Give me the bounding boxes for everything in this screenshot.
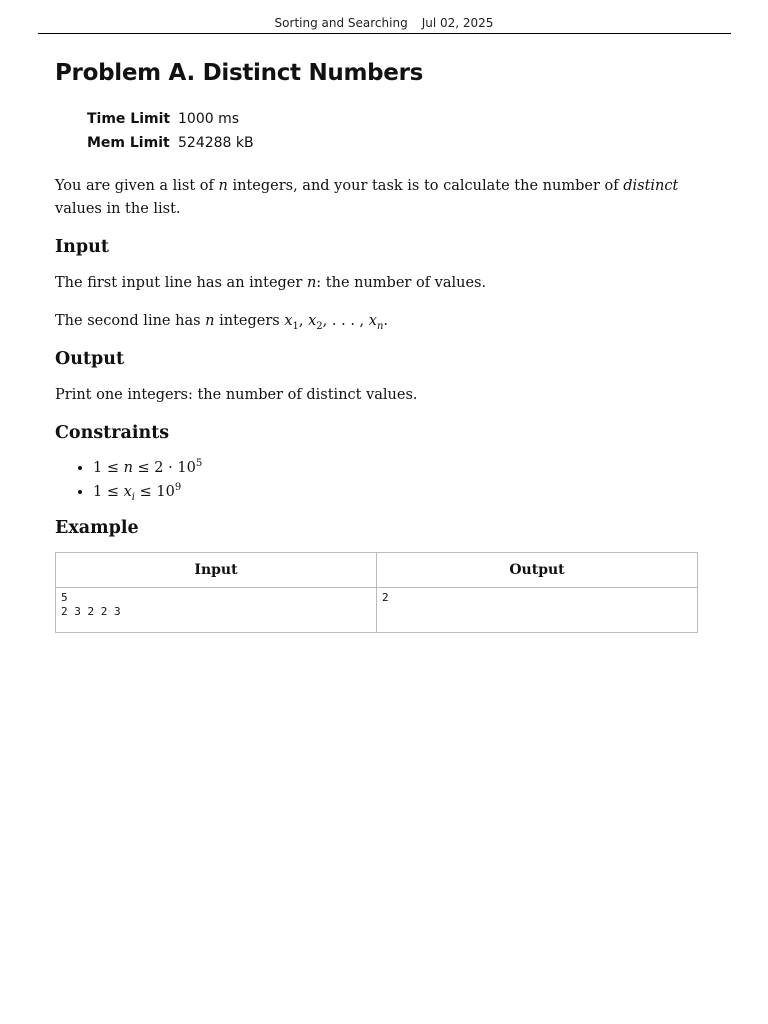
- example-row: [56, 588, 698, 633]
- example-input: 5 2 3 2 2 3: [56, 588, 377, 633]
- example-output: 2: [377, 588, 698, 633]
- input-heading: Input: [55, 237, 109, 257]
- var-n: n: [218, 178, 228, 194]
- problem-statement: You are given a list of n integers, and your task is to calculate the number of distinct values in the list.: [55, 178, 679, 217]
- example-table: [55, 552, 698, 633]
- output-column-header: Output: [377, 553, 698, 588]
- var-n: n: [205, 313, 215, 329]
- mem-limit-value: 524288 kB: [178, 135, 254, 151]
- constraints-heading: Constraints: [55, 423, 170, 443]
- time-limit-value: 1000 ms: [178, 111, 240, 127]
- example-header-row: [56, 553, 698, 588]
- time-limit-row: [87, 107, 705, 131]
- header-date: Jul 02, 2025: [421, 16, 494, 30]
- problem-title: Problem A. Distinct Numbers: [55, 60, 424, 86]
- sequence-formula: $x_1$, $x_2$, . . . , $x_n$.: [284, 313, 389, 332]
- mem-limit-label: Mem Limit: [87, 135, 170, 151]
- output-text: Print one integers: the number of distinct values.: [55, 387, 418, 403]
- input-column-header: Input: [56, 553, 377, 588]
- example-heading: Example: [55, 518, 139, 538]
- constraint-n: • $1 \le n \le 2 \cdot 10^5$: [93, 456, 705, 480]
- constraint-xi: • $1 \le x_i \le 10^9$: [93, 480, 705, 504]
- mem-limit-row: [87, 131, 705, 155]
- time-limit-label: Time Limit: [87, 111, 171, 127]
- section-name: Sorting and Searching: [274, 16, 408, 30]
- var-n: n: [306, 275, 317, 291]
- input-line-1: The first input line has an integer n: the number of values.: [55, 275, 487, 291]
- constraints-list: [55, 456, 705, 504]
- emphasis-distinct: distinct: [623, 178, 679, 194]
- limits-block: [87, 107, 705, 155]
- input-line-2: The second line has n integers $x_1$, $x_2$, . . . , $x_n$.: [55, 313, 389, 332]
- output-heading: Output: [55, 349, 125, 369]
- running-header: [0, 16, 768, 30]
- header-rule: [38, 33, 731, 34]
- problem-content: [55, 58, 705, 633]
